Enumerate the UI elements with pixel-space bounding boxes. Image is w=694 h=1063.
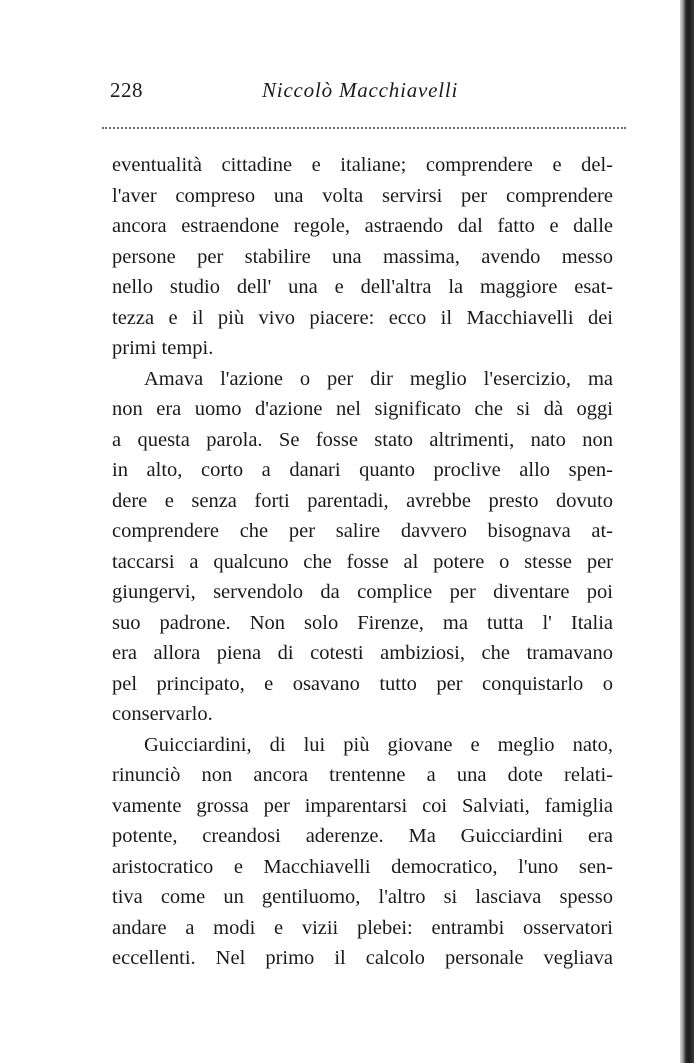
text-line: eventualità cittadine e italiane; comprendere e del- xyxy=(112,154,613,176)
text-line: era allora piena di cotesti ambiziosi, che tramavano xyxy=(112,642,613,664)
text-line: tiva come un gentiluomo, l'altro si lasciava spesso xyxy=(112,886,613,908)
text-line: eccellenti. Nel primo il calcolo personale vegliava xyxy=(112,947,613,969)
body-text xyxy=(112,150,613,974)
text-line: aristocratico e Macchiavelli democratico, l'uno sen- xyxy=(112,855,613,878)
text-line: potente, creandosi aderenze. Ma Guicciardini era xyxy=(112,825,613,847)
page-number: 228 xyxy=(110,78,143,102)
text-line: pel principato, e osavano tutto per conquistarlo o xyxy=(112,672,613,695)
paragraph-end-line: primi tempi. xyxy=(112,337,214,359)
text-line: a questa parola. Se fosse stato altrimenti, nato non xyxy=(112,428,613,451)
text-line: non era uomo d'azione nel significato che si dà oggi xyxy=(112,398,613,420)
paragraph-start-line: Guicciardini, di lui più giovane e meglio nato, xyxy=(144,733,613,756)
text-line: vamente grossa per imparentarsi coi Salviati, famiglia xyxy=(112,794,613,817)
text-line: tezza e il più vivo piacere: ecco il Macchiavelli dei xyxy=(112,306,613,329)
text-line: rinunciò non ancora trentenne a una dote relati- xyxy=(112,764,613,786)
text-line: l'aver compreso una volta servirsi per comprendere xyxy=(112,184,613,207)
text-line: suo padrone. Non solo Firenze, ma tutta l' Italia xyxy=(112,611,613,634)
text-line: taccarsi a qualcuno che fosse al potere o stesse per xyxy=(112,550,613,573)
running-title: Niccolò Macchiavelli xyxy=(262,78,459,102)
text-line: giungervi, servendolo da complice per diventare poi xyxy=(112,581,613,603)
text-line: nello studio dell' una e dell'altra la maggiore esat- xyxy=(112,276,613,298)
page-binding-edge xyxy=(680,0,694,1063)
page-header xyxy=(110,78,625,108)
text-line: persone per stabilire una massima, avendo messo xyxy=(112,245,613,268)
paragraph-end-line: conservarlo. xyxy=(112,703,213,725)
text-line: ancora estraendone regole, astraendo dal fatto e dalle xyxy=(112,215,613,237)
header-dotted-rule xyxy=(102,127,626,129)
text-line: dere e senza forti parentadi, avrebbe presto dovuto xyxy=(112,489,613,512)
paragraph-start-line: Amava l'azione o per dir meglio l'esercizio, ma xyxy=(144,367,613,390)
text-line: andare a modi e vizii plebei: entrambi osservatori xyxy=(112,916,613,939)
text-line: comprendere che per salire davvero bisognava at- xyxy=(112,520,613,542)
text-line: in alto, corto a danari quanto proclive allo spen- xyxy=(112,459,613,481)
